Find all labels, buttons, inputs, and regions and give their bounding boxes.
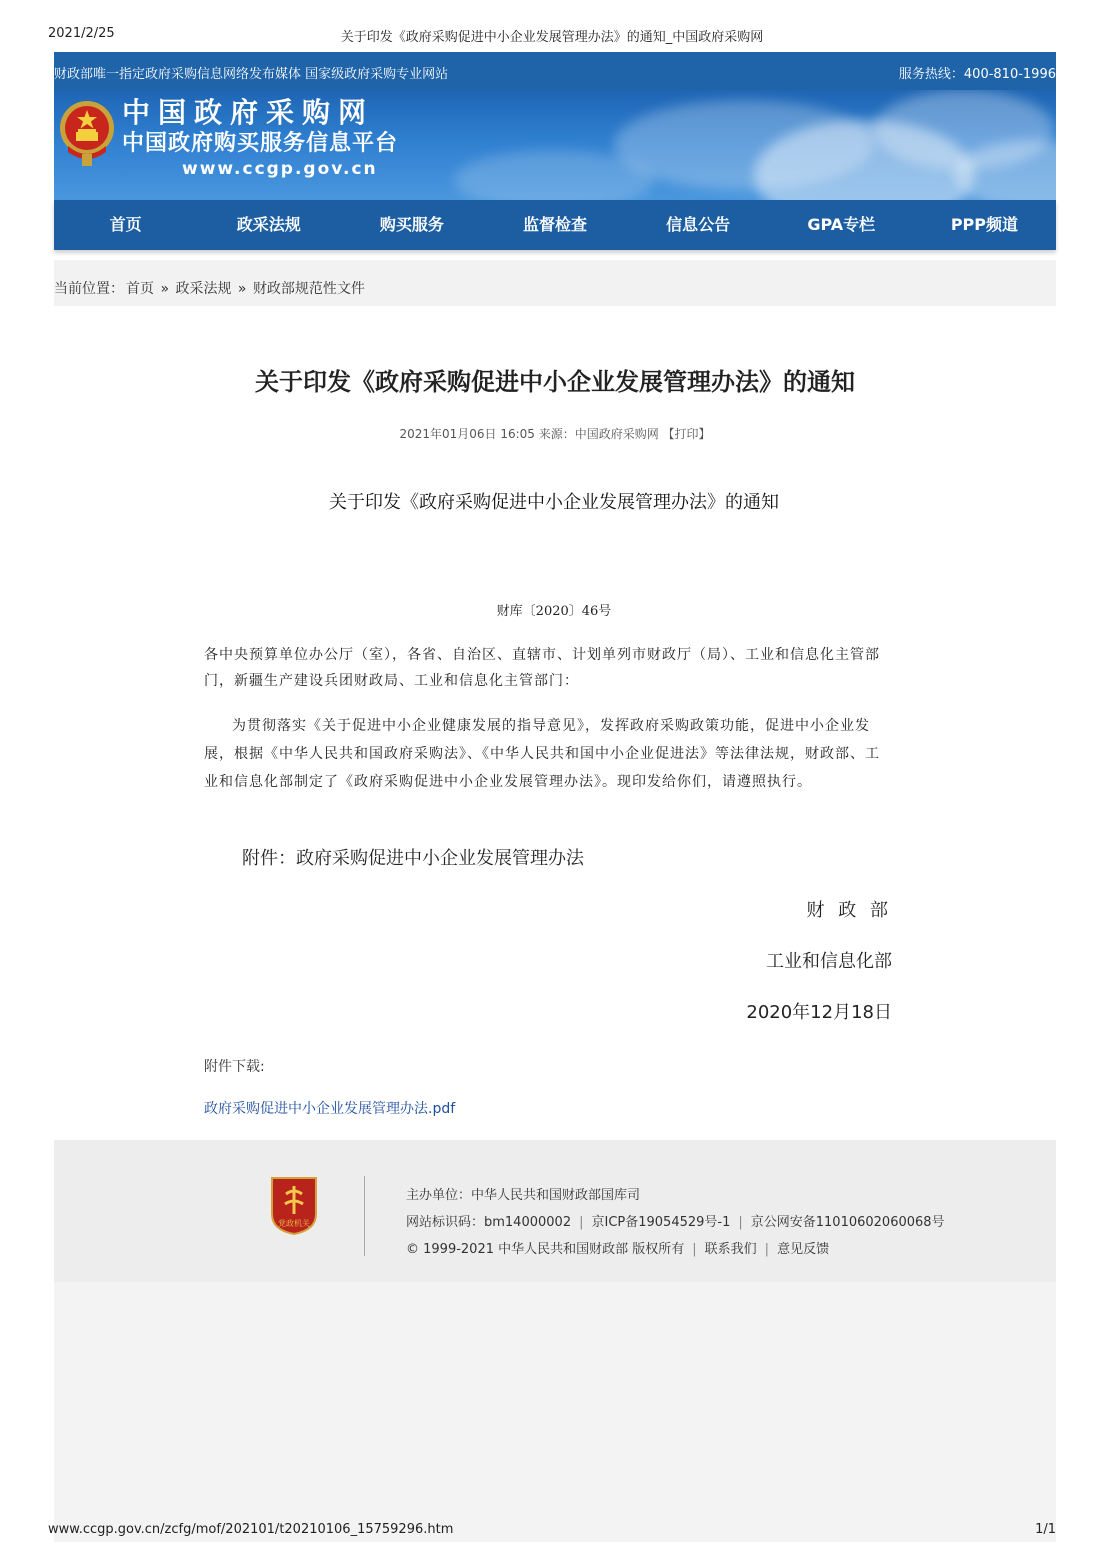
- breadcrumb-separator: »: [233, 281, 251, 297]
- document-salutation: 各中央预算单位办公厅（室），各省、自治区、直辖市、计划单列市财政厅（局）、工业和信息化主管部门，新疆生产建设兵团财政局、工业和信息化主管部门：: [204, 647, 880, 689]
- attachment-download-link[interactable]: 政府采购促进中小企业发展管理办法.pdf: [204, 1101, 456, 1117]
- article-title: 关于印发《政府采购促进中小企业发展管理办法》的通知: [255, 368, 855, 396]
- breadcrumb-current[interactable]: 财政部规范性文件: [252, 281, 365, 297]
- logo-url: www.ccgp.gov.cn: [182, 159, 378, 179]
- nav-purchase-services[interactable]: 购买服务: [379, 215, 444, 234]
- breadcrumb-prefix: 当前位置：: [54, 281, 124, 297]
- article-meta: 2021年01月06日 16:05 来源：中国政府采购网 【打印】: [399, 427, 711, 441]
- print-header: [48, 26, 1056, 46]
- signer-miit: 工业和信息化部: [766, 951, 892, 972]
- print-url: www.ccgp.gov.cn/zcfg/mof/202101/t20210106_15759296.htm: [48, 1522, 454, 1537]
- breadcrumb-separator: »: [156, 281, 174, 297]
- footer-police-record[interactable]: 京公网安备11010602060068号: [750, 1215, 945, 1230]
- document-number: 财库〔2020〕46号: [496, 604, 612, 619]
- national-emblem-icon: [56, 96, 118, 168]
- top-bar: [54, 52, 1056, 90]
- nav-gpa[interactable]: GPA专栏: [807, 215, 876, 234]
- main-nav: [54, 200, 1056, 250]
- attachment-note: 附件：政府采购促进中小企业发展管理办法: [242, 848, 584, 869]
- logo-subtitle: 中国政府购买服务信息平台: [122, 131, 399, 156]
- breadcrumb: [54, 260, 1056, 306]
- sign-date: 2020年12月18日: [746, 1002, 892, 1023]
- signer-mof: 财 政 部: [806, 900, 892, 921]
- site-slogan: 财政部唯一指定政府采购信息网络发布媒体 国家级政府采购专业网站: [54, 67, 449, 82]
- footer-host: 主办单位：中华人民共和国财政部国库司: [406, 1188, 641, 1203]
- print-page-title: 关于印发《政府采购促进中小企业发展管理办法》的通知_中国政府采购网: [340, 30, 764, 45]
- party-government-seal-icon[interactable]: [268, 1174, 320, 1236]
- logo-title: 中国政府采购网: [122, 96, 375, 129]
- footer-feedback-link[interactable]: 意见反馈: [777, 1242, 830, 1257]
- site-banner: [54, 90, 1056, 200]
- nav-home[interactable]: 首页: [109, 215, 142, 234]
- footer-copyright: © 1999-2021 中华人民共和国财政部 版权所有: [406, 1242, 685, 1257]
- print-date: 2021/2/25: [48, 26, 115, 41]
- breadcrumb-section[interactable]: 政采法规: [175, 281, 232, 297]
- nav-ppp[interactable]: PPP频道: [950, 215, 1018, 234]
- footer-copyright-row: © 1999-2021 中华人民共和国财政部 版权所有 | 联系我们 | 意见反馈: [406, 1242, 830, 1257]
- nav-supervision[interactable]: 监督检查: [522, 215, 587, 234]
- nav-announcements[interactable]: 信息公告: [666, 215, 731, 234]
- footer-icp[interactable]: 京ICP备19054529号-1: [591, 1215, 731, 1230]
- footer-site-id: 网站标识码：bm14000002: [406, 1215, 572, 1230]
- site-footer: [54, 1140, 1056, 1282]
- print-page-number: 1/1: [1035, 1522, 1056, 1537]
- document-body: 为贯彻落实《关于促进中小企业健康发展的指导意见》，发挥政府采购政策功能，促进中小企业发展，根据《中华人民共和国政府采购法》、《中华人民共和国中小企业促进法》等法律法规，财政部、工业和信息化部制定了《政府采购促进中小企业发展管理办法》。现印发给你们，请遵照执行。: [204, 718, 880, 790]
- document-title: 关于印发《政府采购促进中小企业发展管理办法》的通知: [329, 492, 779, 513]
- footer-registration: 网站标识码：bm14000002 | 京ICP备19054529号-1 | 京公网安备11010602060068号: [406, 1215, 945, 1230]
- site-logo[interactable]: [122, 96, 398, 180]
- service-hotline: 服务热线：400-810-1996: [898, 67, 1056, 82]
- download-label: 附件下载:: [204, 1059, 265, 1075]
- footer-info: [406, 1182, 945, 1263]
- breadcrumb-home[interactable]: 首页: [126, 281, 154, 297]
- site-container: [54, 52, 1056, 1257]
- page-background-area: [54, 1282, 1056, 1542]
- footer-contact-link[interactable]: 联系我们: [704, 1242, 757, 1257]
- footer-divider: [364, 1176, 365, 1256]
- seal-text: 党政机关: [278, 1219, 310, 1228]
- nav-regulations[interactable]: 政采法规: [236, 215, 301, 234]
